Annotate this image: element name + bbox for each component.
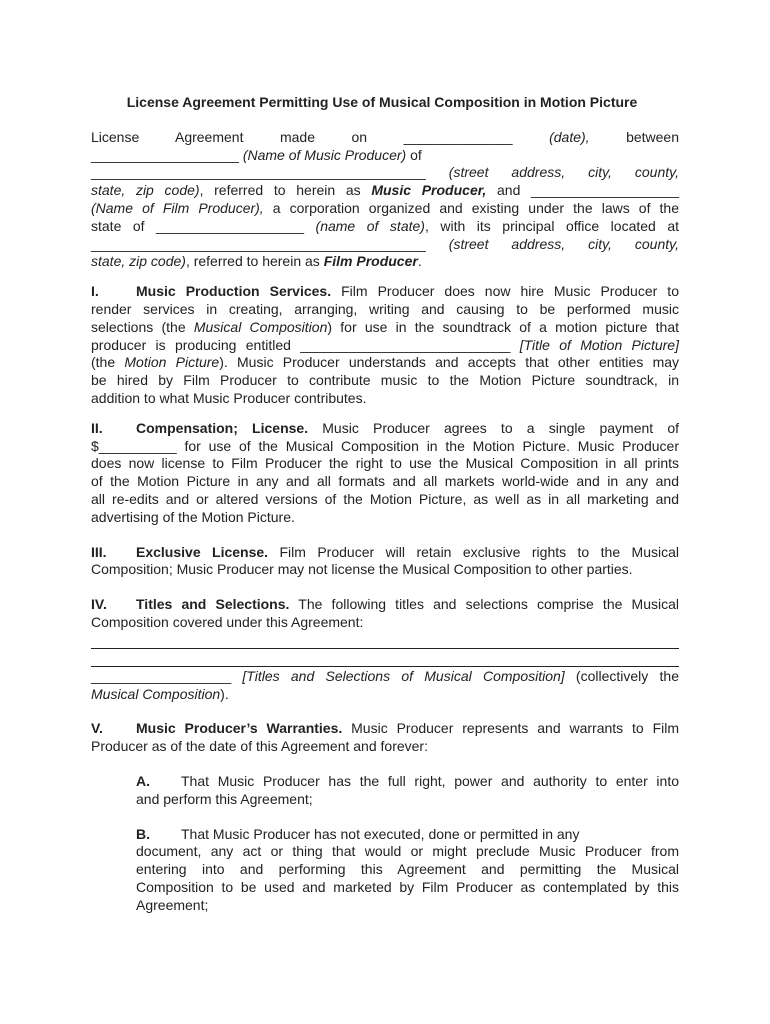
intro-line	[91, 164, 679, 182]
section-line	[91, 596, 679, 614]
intro-text: state, zip code)	[91, 253, 186, 270]
section-line: does now license to Film Producer the right to use the Musical Composition in all prints	[91, 455, 679, 472]
intro-text: Film Producer	[323, 253, 418, 270]
section-text: (collectively the	[564, 667, 679, 684]
section-line	[91, 544, 679, 562]
intro-line	[91, 182, 679, 200]
section-text: Musical Composition	[193, 318, 328, 335]
subsection-number: A.	[136, 772, 150, 789]
section-text: Music Producer represents and warrants to Film	[342, 720, 679, 737]
intro-text: ___________________	[91, 146, 243, 163]
intro-text: (date),	[549, 128, 590, 145]
section-line	[136, 773, 679, 791]
section-text: Music Producer agrees to a single payment of	[308, 419, 680, 436]
section-line: Producer as of the date of this Agreement and forever:	[91, 738, 428, 755]
intro-text: (street address, city, county,	[448, 235, 679, 252]
intro-text: ___________________________________________	[91, 235, 449, 252]
intro-text: , referred to herein as	[199, 182, 372, 199]
section-text: ). Music Producer understands and accepts that other entities may	[219, 354, 680, 371]
subsection-b	[136, 826, 679, 915]
intro-text: state, zip code)	[91, 182, 200, 199]
intro-line	[91, 147, 679, 165]
section-text: That Music Producer has the full right, power and authority to enter into	[181, 772, 679, 789]
intro-text: (name of state)	[315, 217, 425, 234]
intro-text: License Agreement made on ______________	[91, 128, 550, 145]
intro-line	[91, 236, 679, 254]
section-number: III.	[91, 543, 107, 560]
section-line: Composition to be used and marketed by Film Producer as contemplated by this	[136, 878, 679, 895]
section-text: That Music Producer has not executed, done or permitted in any	[181, 825, 580, 842]
section-heading: Exclusive License.	[136, 543, 269, 560]
intro-text: , referred to herein as	[185, 253, 324, 270]
section-text: [Title of Motion Picture]	[519, 336, 679, 353]
intro-line	[91, 253, 679, 271]
section-line	[91, 354, 679, 372]
section-line	[91, 337, 679, 355]
section-number: I.	[91, 283, 99, 300]
intro-text: ___________________________________________	[91, 164, 449, 181]
intro-paragraph	[91, 129, 679, 271]
intro-text: .	[417, 253, 422, 270]
subsection-a	[136, 773, 679, 809]
section-text: (the	[91, 354, 125, 371]
section-line: of the Motion Picture in any and all formats and all markets world-wide and in any and	[91, 473, 679, 490]
section-line: advertising of the Motion Picture.	[91, 508, 295, 525]
section-line	[91, 686, 679, 704]
intro-text: Music Producer,	[371, 182, 487, 199]
section-line: entering into and performing this Agreement and permitting the Musical	[136, 861, 679, 878]
intro-text: between	[589, 128, 679, 145]
section-text: selections (the	[91, 318, 194, 335]
section-3	[91, 544, 679, 580]
section-text: ).	[220, 685, 229, 702]
section-4	[91, 596, 679, 703]
section-line	[91, 319, 679, 337]
section-number: V.	[91, 720, 103, 737]
blank-line	[91, 632, 679, 649]
intro-line	[91, 129, 679, 147]
section-text: Motion Picture	[124, 354, 220, 371]
section-text: The following titles and selections comprise the Musical	[289, 596, 679, 613]
subsection-number: B.	[136, 825, 150, 842]
intro-text: (street address, city, county,	[448, 164, 679, 181]
section-heading: Titles and Selections.	[136, 596, 290, 613]
section-line: document, any act or thing that would or might preclude Music Producer from	[136, 843, 679, 860]
intro-text: (Name of Music Producer)	[242, 146, 407, 163]
section-text: [Titles and Selections of Musical Composition]	[242, 667, 565, 684]
document-page	[91, 94, 679, 914]
section-text: Musical Composition	[91, 685, 221, 702]
intro-text: state of ___________________	[91, 217, 316, 234]
section-line: addition to what Music Producer contributes.	[91, 389, 367, 406]
section-line	[91, 420, 679, 438]
intro-text: of	[406, 146, 422, 163]
intro-text: , with its principal office located at	[424, 217, 680, 234]
blank-line	[91, 650, 679, 667]
section-text: Film Producer will retain exclusive rights to the Musical	[268, 543, 679, 560]
section-line: Composition covered under this Agreement:	[91, 613, 364, 630]
section-line	[91, 668, 679, 686]
document-title: License Agreement Permitting Use of Musical Composition in Motion Picture	[126, 94, 638, 110]
intro-text: a corporation organized and existing under the laws of the	[263, 199, 679, 216]
intro-line	[91, 218, 679, 236]
section-line	[91, 283, 679, 301]
section-line: render services in creating, arranging, writing and causing to be performed music	[91, 300, 679, 317]
section-heading: Compensation; License.	[136, 419, 309, 436]
section-text: __________________	[91, 667, 243, 684]
intro-text: (Name of Film Producer),	[91, 199, 264, 216]
section-line	[136, 826, 679, 844]
section-heading: Music Producer’s Warranties.	[136, 720, 343, 737]
section-line: $__________ for use of the Musical Composition in the Motion Picture. Music Producer	[91, 437, 679, 454]
section-line: and perform this Agreement;	[136, 790, 313, 807]
section-text: Film Producer does now hire Music Producer to	[331, 283, 679, 300]
section-line: Agreement;	[136, 896, 209, 913]
section-5	[91, 720, 679, 914]
section-heading: Music Production Services.	[136, 283, 332, 300]
section-line	[91, 720, 679, 738]
section-line: be hired by Film Producer to contribute music to the Motion Picture soundtrack, in	[91, 372, 679, 389]
section-2	[91, 420, 679, 527]
section-line: all re-edits and or altered versions of the Motion Picture, as well as in all marketing and	[91, 490, 679, 507]
intro-line	[91, 200, 679, 218]
section-number: II.	[91, 419, 103, 436]
section-number: IV.	[91, 596, 107, 613]
section-1	[91, 283, 679, 408]
section-line: Composition; Music Producer may not license the Musical Composition to other parties.	[91, 561, 633, 578]
section-text: producer is producing entitled ___________________________	[91, 336, 520, 353]
section-text: ) for use in the soundtrack of a motion picture that	[327, 318, 679, 335]
intro-text: and ___________________	[486, 182, 679, 199]
